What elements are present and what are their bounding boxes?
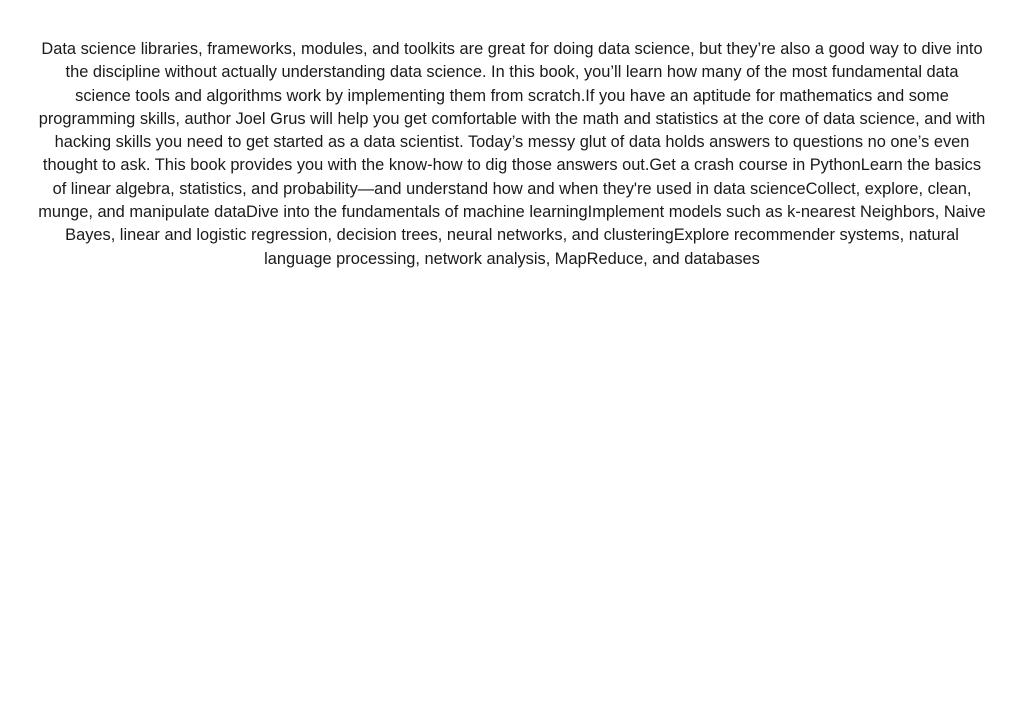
book-description-text: Data science libraries, frameworks, modules, and toolkits are great for doing data science, but they’re also a good way to dive into the discipline without actually understanding data science. In this book, you’ll learn how many of the most fundamental data science tools and algorithms work by implementing them from scratch.If you have an aptitude for mathematics and some programming skills, author Joel Grus will help you get comfortable with the math and statistics at the core of data science, and with hacking skills you need to get started as a data scientist. Today’s messy glut of data holds answers to questions no one’s even thought to ask. This book provides you with the know-how to dig those answers out.Get a crash course in PythonLearn the basics of linear algebra, statistics, and probability—and understand how and when they're used in data scienceCollect, explore, clean, munge, and manipulate dataDive into the fundamentals of machine learningImplement models such as k-nearest Neighbors, Naive Bayes, linear and logistic regression, decision trees, neural networks, and clusteringExplore recommender systems, natural language processing, network analysis, MapReduce, and databases xyxy=(38,40,986,268)
